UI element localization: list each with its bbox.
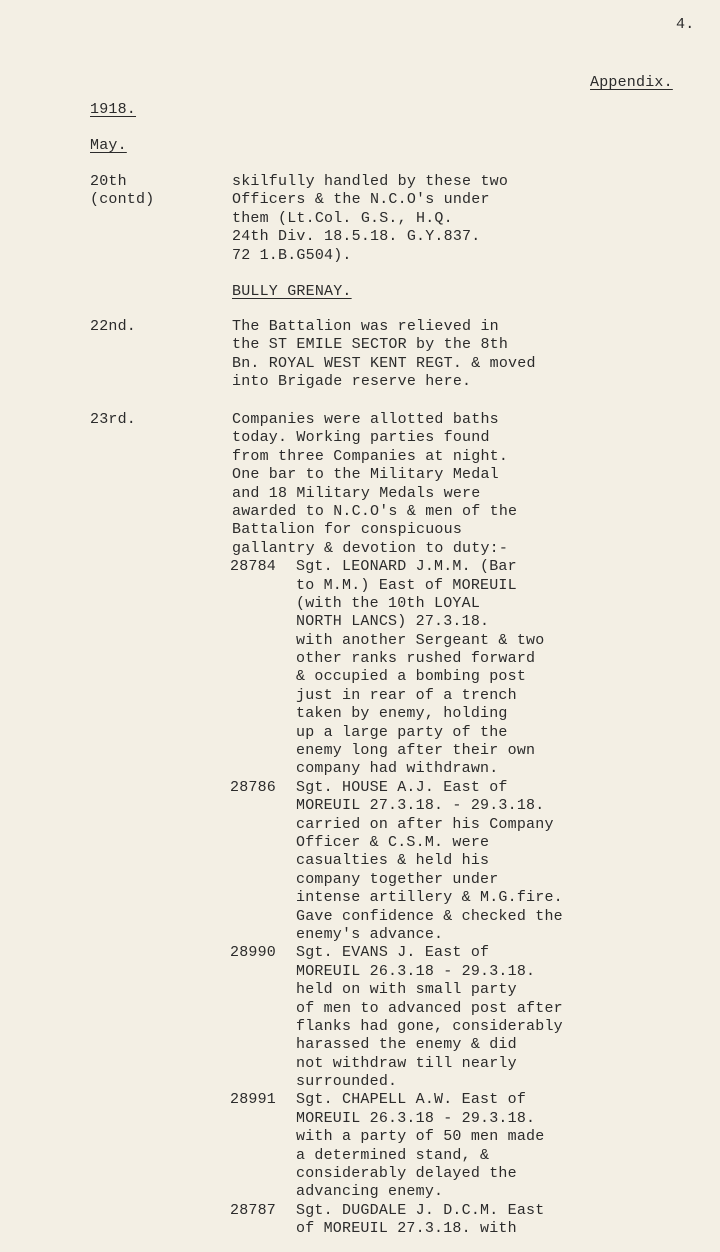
entry-20-date [90, 173, 154, 210]
text-line: NORTH LANCS) 27.3.18. [296, 613, 490, 631]
entry-23-text [232, 411, 563, 1239]
text-line: The Battalion was relieved in [232, 318, 499, 335]
text-line: with a party of 50 men made [296, 1128, 545, 1146]
text-line: surrounded. [296, 1073, 398, 1091]
text-line: into Brigade reserve here. [232, 373, 472, 391]
text-line: & occupied a bombing post [296, 668, 527, 686]
text-line: gallantry & devotion to duty:- [232, 539, 509, 557]
award-number: 28786 [230, 778, 277, 796]
text-line: One bar to the Military Medal [232, 466, 499, 484]
text-line: Sgt. CHAPELL A.W. East of [296, 1091, 527, 1109]
award-number: 28991 [230, 1091, 277, 1109]
text-line: (with the 10th LOYAL [296, 594, 481, 612]
text-line: 72 1.B.G504). [232, 246, 352, 264]
text-line: Sgt. LEONARD J.M.M. (Bar [296, 558, 517, 576]
award-entry [230, 944, 563, 1091]
entry-20-text [232, 173, 508, 265]
text-line: of MOREUIL 27.3.18. with [296, 1220, 517, 1238]
text-line: carried on after his Company [296, 815, 554, 833]
text-line: Companies were allotted baths [232, 411, 499, 428]
text-line: company had withdrawn. [296, 760, 499, 778]
entry-22-date: 22nd. [90, 318, 137, 335]
text-line: intense artillery & M.G.fire. [296, 889, 563, 907]
text-line: and 18 Military Medals were [232, 484, 481, 502]
text-line: from three Companies at night. [232, 447, 509, 465]
text-line: MOREUIL 26.3.18 - 29.3.18. [296, 1109, 536, 1127]
text-line: the ST EMILE SECTOR by the 8th [232, 336, 509, 354]
award-entry [230, 558, 563, 779]
text-line: MOREUIL 27.3.18. - 29.3.18. [296, 797, 545, 815]
text-line: Sgt. EVANS J. East of [296, 944, 490, 962]
text-line: to M.M.) East of MOREUIL [296, 576, 517, 594]
award-number: 28784 [230, 558, 277, 576]
text-line: of men to advanced post after [296, 999, 563, 1017]
text-line: just in rear of a trench [296, 686, 517, 704]
award-entry [230, 1202, 563, 1239]
date-line: (contd) [90, 191, 155, 209]
text-line: up a large party of the [296, 723, 508, 741]
text-line: flanks had gone, considerably [296, 1017, 563, 1035]
text-line: awarded to N.C.O's & men of the [232, 502, 518, 520]
text-line: considerably delayed the [296, 1165, 517, 1183]
appendix-label: Appendix. [590, 74, 673, 91]
text-line: Officers & the N.C.O's under [232, 191, 490, 209]
text-line: today. Working parties found [232, 429, 490, 447]
text-line: MOREUIL 26.3.18 - 29.3.18. [296, 962, 536, 980]
text-line: held on with small party [296, 981, 517, 999]
text-line: Battalion for conspicuous [232, 521, 463, 539]
award-entry [230, 779, 563, 945]
award-entry [230, 1091, 563, 1201]
text-line: enemy long after their own [296, 742, 536, 760]
month-heading: May. [90, 137, 127, 154]
text-line: them (Lt.Col. G.S., H.Q. [232, 209, 453, 227]
text-line: taken by enemy, holding [296, 705, 508, 723]
text-line: Bn. ROYAL WEST KENT REGT. & moved [232, 354, 536, 372]
awards-list [230, 558, 563, 1238]
text-line: Sgt. HOUSE A.J. East of [296, 778, 508, 796]
location-heading: BULLY GRENAY. [232, 283, 352, 300]
text-line: enemy's advance. [296, 925, 444, 943]
text-line: harassed the enemy & did [296, 1036, 517, 1054]
entry-22-text [232, 318, 536, 392]
text-line: Gave confidence & checked the [296, 907, 563, 925]
text-line: other ranks rushed forward [296, 650, 536, 668]
award-number: 28787 [230, 1201, 277, 1219]
text-line: with another Sergeant & two [296, 631, 545, 649]
entry-23-date: 23rd. [90, 411, 137, 428]
text-line: 24th Div. 18.5.18. G.Y.837. [232, 228, 481, 246]
award-number: 28990 [230, 944, 277, 962]
date-line: 20th [90, 173, 127, 190]
text-line: not withdraw till nearly [296, 1054, 517, 1072]
page-number: 4. [676, 16, 695, 33]
text-line: Officer & C.S.M. were [296, 833, 490, 851]
text-line: skilfully handled by these two [232, 173, 509, 190]
text-line: advancing enemy. [296, 1183, 444, 1201]
text-line: a determined stand, & [296, 1146, 490, 1164]
text-line: Sgt. DUGDALE J. D.C.M. East [296, 1201, 545, 1219]
text-line: company together under [296, 870, 499, 888]
year-heading: 1918. [90, 101, 137, 118]
text-line: casualties & held his [296, 852, 490, 870]
